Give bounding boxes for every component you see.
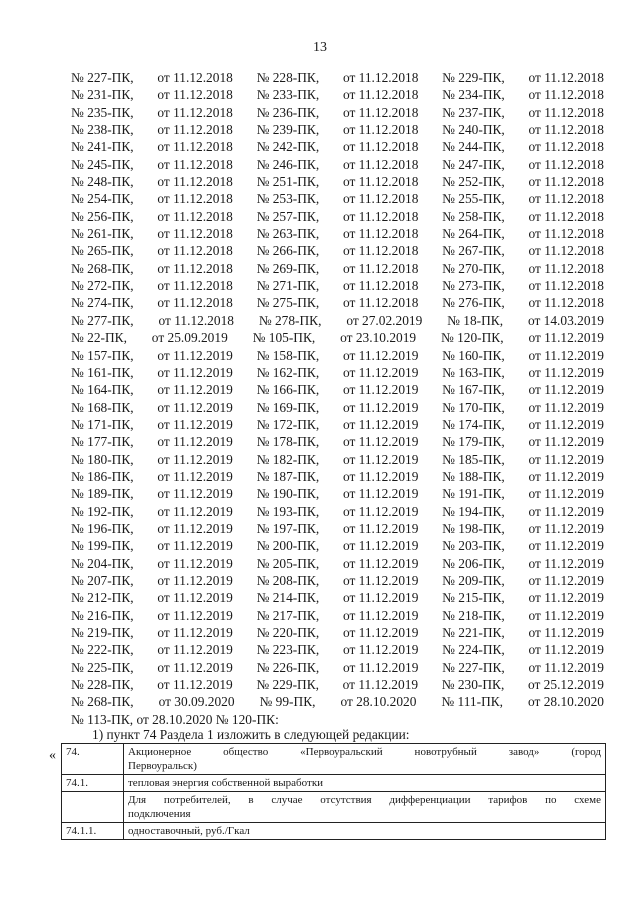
list-line — [71, 86, 604, 103]
list-line — [71, 607, 604, 624]
list-line — [71, 329, 604, 346]
resolution-date: от 11.12.2019 — [342, 555, 419, 571]
resolution-date: от 11.12.2019 — [342, 503, 419, 519]
resolution-number: № 197-ПК, — [256, 520, 320, 536]
resolution-date: от 11.12.2019 — [528, 642, 604, 658]
resolution-date: от 11.12.2019 — [157, 434, 233, 450]
resolution-number: № 234-ПК, — [442, 87, 505, 103]
list-line — [71, 416, 604, 433]
resolution-date: от 11.12.2019 — [528, 451, 604, 467]
resolution-date: от 28.10.2020 — [340, 694, 417, 710]
resolution-number: № 276-ПК, — [442, 295, 505, 311]
resolution-date: от 11.12.2019 — [528, 607, 604, 623]
resolution-date: от 30.09.2020 — [158, 694, 235, 710]
resolution-number: № 206-ПК, — [442, 555, 505, 571]
resolution-date: от 11.12.2018 — [157, 208, 233, 224]
list-line — [71, 121, 604, 138]
resolution-number: № 278-ПК, — [258, 312, 322, 328]
resolution-date: от 11.12.2018 — [342, 295, 419, 311]
resolution-number: № 231-ПК, — [71, 87, 134, 103]
table-row — [62, 744, 606, 775]
resolution-number: № 251-ПК, — [256, 174, 320, 190]
resolution-number: № 189-ПК, — [71, 486, 134, 502]
resolution-date: от 11.12.2019 — [528, 503, 604, 519]
resolution-number: № 239-ПК, — [256, 122, 320, 138]
resolution-date: от 11.12.2018 — [157, 156, 233, 172]
list-line — [71, 624, 604, 641]
resolution-number: № 192-ПК, — [71, 503, 134, 519]
resolution-number: № 277-ПК, — [71, 312, 134, 328]
resolution-number: № 205-ПК, — [256, 555, 320, 571]
list-line-last: № 113-ПК, от 28.10.2020 № 120-ПК: — [71, 711, 279, 727]
resolution-date: от 23.10.2019 — [340, 330, 417, 346]
resolution-number: № 265-ПК, — [71, 243, 134, 259]
list-line — [71, 294, 604, 311]
resolution-date: от 11.12.2019 — [157, 625, 233, 640]
resolution-date: от 11.12.2018 — [342, 87, 419, 103]
resolution-number: № 198-ПК, — [442, 520, 505, 536]
resolution-date: от 11.12.2019 — [157, 555, 233, 571]
resolution-number: № 161-ПК, — [71, 364, 134, 380]
resolution-date: от 11.12.2018 — [157, 243, 233, 259]
table-cell-rate: одноставочный, руб./Гкал — [124, 823, 606, 840]
table-cell-num: 74. — [62, 744, 124, 775]
resolution-date: от 28.10.2020 — [528, 694, 604, 710]
list-line — [71, 138, 604, 155]
resolution-number: № 227-ПК, — [71, 70, 134, 85]
resolution-number: № 199-ПК, — [71, 538, 134, 554]
resolution-number: № 241-ПК, — [71, 139, 134, 155]
resolution-number: № 215-ПК, — [442, 590, 505, 606]
resolution-number: № 168-ПК, — [71, 399, 134, 415]
resolution-date: от 11.12.2019 — [528, 416, 604, 432]
list-line — [71, 537, 604, 554]
resolution-date: от 11.12.2019 — [528, 364, 604, 380]
resolution-number: № 207-ПК, — [71, 572, 134, 588]
list-line — [71, 190, 604, 207]
consumers-line-1: Для потребителей, в случае отсутствия дифференциации тарифов по схеме — [128, 794, 601, 806]
table-cell-empty — [62, 792, 124, 823]
list-line — [71, 225, 604, 242]
resolution-date: от 11.12.2018 — [528, 70, 604, 85]
resolution-number: № 229-ПК, — [256, 677, 319, 693]
resolution-number: № 266-ПК, — [256, 243, 320, 259]
list-line — [71, 641, 604, 658]
list-line — [71, 156, 604, 173]
resolution-date: от 11.12.2018 — [342, 174, 419, 190]
resolution-number: № 223-ПК, — [256, 642, 320, 658]
resolution-date: от 25.09.2019 — [151, 330, 228, 346]
resolution-date: от 11.12.2018 — [342, 122, 419, 138]
resolution-date: от 11.12.2019 — [157, 642, 233, 658]
resolution-number: № 99-ПК, — [259, 694, 316, 710]
list-line — [71, 208, 604, 225]
list-line — [71, 399, 604, 416]
table-cell-num: 74.1. — [62, 775, 124, 792]
resolution-number: № 235-ПК, — [71, 104, 134, 120]
resolution-number: № 163-ПК, — [442, 364, 505, 380]
list-line — [71, 364, 604, 381]
resolution-date: от 11.12.2019 — [157, 347, 233, 363]
list-line — [71, 69, 604, 86]
resolution-date: от 11.12.2018 — [342, 260, 419, 276]
resolution-date: от 11.12.2018 — [342, 104, 419, 120]
resolution-number: № 247-ПК, — [442, 156, 505, 172]
resolution-date: от 11.12.2019 — [342, 364, 419, 380]
resolution-number: № 227-ПК, — [442, 659, 505, 675]
resolution-number: № 171-ПК, — [71, 416, 134, 432]
page-number: 13 — [313, 40, 327, 55]
resolution-date: от 11.12.2018 — [157, 87, 233, 103]
resolution-date: от 11.12.2019 — [528, 330, 604, 346]
resolution-date: от 11.12.2018 — [528, 278, 604, 294]
resolution-number: № 196-ПК, — [71, 520, 134, 536]
resolution-date: от 11.12.2018 — [342, 243, 419, 259]
resolution-number: № 185-ПК, — [442, 451, 505, 467]
resolution-number: № 187-ПК, — [256, 468, 320, 484]
resolution-number: № 193-ПК, — [256, 503, 320, 519]
resolution-number: № 105-ПК, — [252, 330, 316, 346]
resolution-date: от 11.12.2018 — [528, 122, 604, 138]
list-line — [71, 260, 604, 277]
resolution-date: от 11.12.2019 — [528, 434, 604, 450]
resolution-list — [71, 69, 604, 728]
resolution-number: № 274-ПК, — [71, 295, 134, 311]
resolution-number: № 18-ПК, — [447, 312, 504, 328]
resolution-number: № 169-ПК, — [256, 399, 320, 415]
resolution-date: от 11.12.2018 — [157, 70, 233, 85]
table-row — [62, 792, 606, 823]
list-line — [71, 572, 604, 589]
resolution-date: от 11.12.2018 — [528, 156, 604, 172]
resolution-date: от 11.12.2019 — [342, 451, 419, 467]
resolution-number: № 111-ПК, — [441, 694, 504, 710]
resolution-date: от 11.12.2019 — [342, 590, 419, 606]
resolution-number: № 158-ПК, — [256, 347, 320, 363]
resolution-number: № 214-ПК, — [256, 590, 320, 606]
resolution-date: от 11.12.2019 — [157, 382, 233, 398]
list-line — [71, 433, 604, 450]
resolution-number: № 209-ПК, — [442, 572, 505, 588]
resolution-date: от 11.12.2019 — [528, 468, 604, 484]
resolution-date: от 11.12.2018 — [157, 278, 233, 294]
resolution-number: № 240-ПК, — [442, 122, 505, 138]
resolution-date: от 11.12.2019 — [342, 538, 419, 554]
resolution-date: от 11.12.2019 — [342, 642, 419, 658]
resolution-number: № 179-ПК, — [442, 434, 505, 450]
resolution-number: № 272-ПК, — [71, 278, 134, 294]
resolution-number: № 270-ПК, — [442, 260, 505, 276]
resolution-date: от 11.12.2018 — [157, 122, 233, 138]
resolution-number: № 203-ПК, — [442, 538, 505, 554]
resolution-date: от 11.12.2019 — [528, 555, 604, 571]
resolution-number: № 253-ПК, — [256, 191, 320, 207]
resolution-number: № 237-ПК, — [442, 104, 505, 120]
resolution-date: от 11.12.2019 — [157, 607, 233, 623]
resolution-date: от 11.12.2019 — [528, 399, 604, 415]
resolution-number: № 226-ПК, — [256, 659, 320, 675]
resolution-number: № 188-ПК, — [442, 468, 505, 484]
list-line — [71, 659, 604, 676]
resolution-number: № 190-ПК, — [256, 486, 320, 502]
resolution-number: № 275-ПК, — [256, 295, 320, 311]
resolution-date: от 14.03.2019 — [527, 312, 604, 328]
resolution-number: № 268-ПК, — [71, 694, 134, 710]
list-line — [71, 589, 604, 606]
resolution-number: № 182-ПК, — [256, 451, 320, 467]
resolution-date: от 11.12.2019 — [157, 451, 233, 467]
resolution-number: № 271-ПК, — [256, 278, 320, 294]
table-cell-num: 74.1.1. — [62, 823, 124, 840]
resolution-date: от 11.12.2019 — [528, 520, 604, 536]
resolution-date: от 25.12.2019 — [527, 677, 604, 693]
resolution-date: от 11.12.2019 — [342, 347, 419, 363]
resolution-number: № 263-ПК, — [256, 226, 320, 242]
resolution-date: от 27.02.2019 — [346, 312, 423, 328]
resolution-number: № 219-ПК, — [71, 625, 134, 640]
resolution-number: № 162-ПК, — [256, 364, 320, 380]
resolution-date: от 11.12.2019 — [342, 677, 419, 693]
resolution-date: от 11.12.2018 — [158, 312, 234, 328]
list-line — [71, 277, 604, 294]
resolution-date: от 11.12.2019 — [342, 416, 419, 432]
resolution-date: от 11.12.2019 — [157, 468, 233, 484]
resolution-date: от 11.12.2018 — [157, 260, 233, 276]
resolution-number: № 242-ПК, — [256, 139, 320, 155]
resolution-date: от 11.12.2019 — [342, 382, 419, 398]
resolution-date: от 11.12.2019 — [157, 486, 233, 502]
resolution-date: от 11.12.2019 — [157, 677, 233, 693]
resolution-date: от 11.12.2018 — [528, 260, 604, 276]
resolution-number: № 236-ПК, — [256, 104, 320, 120]
resolution-number: № 245-ПК, — [71, 156, 134, 172]
resolution-number: № 167-ПК, — [442, 382, 505, 398]
resolution-date: от 11.12.2018 — [342, 226, 419, 242]
resolution-date: от 11.12.2018 — [528, 87, 604, 103]
table-cell-org — [124, 744, 606, 775]
resolution-date: от 11.12.2019 — [157, 659, 233, 675]
list-line — [71, 381, 604, 398]
resolution-number: № 177-ПК, — [71, 434, 134, 450]
table-row — [62, 775, 606, 792]
resolution-date: от 11.12.2018 — [342, 191, 419, 207]
resolution-date: от 11.12.2019 — [342, 486, 419, 502]
resolution-date: от 11.12.2019 — [342, 399, 419, 415]
resolution-date: от 11.12.2019 — [157, 538, 233, 554]
resolution-number: № 244-ПК, — [442, 139, 505, 155]
resolution-date: от 11.12.2019 — [528, 625, 604, 640]
resolution-date: от 11.12.2018 — [528, 139, 604, 155]
resolution-number: № 170-ПК, — [442, 399, 505, 415]
resolution-date: от 11.12.2018 — [342, 139, 419, 155]
resolution-date: от 11.12.2018 — [342, 156, 419, 172]
resolution-number: № 269-ПК, — [256, 260, 320, 276]
resolution-date: от 11.12.2019 — [157, 590, 233, 606]
resolution-date: от 11.12.2019 — [528, 590, 604, 606]
list-line — [71, 555, 604, 572]
resolution-number: № 273-ПК, — [442, 278, 505, 294]
resolution-number: № 157-ПК, — [71, 347, 134, 363]
resolution-date: от 11.12.2018 — [157, 139, 233, 155]
resolution-number: № 233-ПК, — [256, 87, 320, 103]
resolution-date: от 11.12.2019 — [528, 486, 604, 502]
resolution-number: № 212-ПК, — [71, 590, 134, 606]
resolution-date: от 11.12.2019 — [342, 572, 419, 588]
list-line — [71, 312, 604, 329]
resolution-date: от 11.12.2018 — [342, 70, 419, 85]
resolution-number: № 256-ПК, — [71, 208, 134, 224]
resolution-number: № 257-ПК, — [256, 208, 320, 224]
resolution-number: № 255-ПК, — [442, 191, 505, 207]
list-line — [71, 347, 604, 364]
resolution-date: от 11.12.2018 — [528, 104, 604, 120]
resolution-date: от 11.12.2019 — [342, 659, 419, 675]
resolution-number: № 228-ПК, — [256, 70, 320, 85]
org-name-line-2: Первоуральск) — [128, 760, 197, 772]
resolution-number: № 225-ПК, — [71, 659, 134, 675]
list-line — [71, 520, 604, 537]
table-row — [62, 823, 606, 840]
resolution-date: от 11.12.2018 — [528, 226, 604, 242]
resolution-date: от 11.12.2018 — [342, 208, 419, 224]
resolution-date: от 11.12.2019 — [342, 607, 419, 623]
resolution-date: от 11.12.2019 — [342, 520, 419, 536]
resolution-date: от 11.12.2019 — [342, 434, 419, 450]
resolution-date: от 11.12.2019 — [157, 416, 233, 432]
resolution-date: от 11.12.2018 — [528, 208, 604, 224]
tariff-table — [61, 743, 606, 840]
resolution-number: № 204-ПК, — [71, 555, 134, 571]
resolution-number: № 160-ПК, — [442, 347, 505, 363]
resolution-number: № 216-ПК, — [71, 607, 134, 623]
resolution-number: № 222-ПК, — [71, 642, 134, 658]
resolution-number: № 254-ПК, — [71, 191, 134, 207]
resolution-number: № 200-ПК, — [256, 538, 320, 554]
resolution-number: № 120-ПК, — [440, 330, 504, 346]
resolution-date: от 11.12.2019 — [157, 520, 233, 536]
table-cell-energy: тепловая энергия собственной выработки — [124, 775, 606, 792]
resolution-number: № 218-ПК, — [442, 607, 505, 623]
resolution-number: № 252-ПК, — [442, 174, 505, 190]
resolution-number: № 264-ПК, — [442, 226, 505, 242]
resolution-date: от 11.12.2018 — [157, 191, 233, 207]
consumers-line-2: подключения — [128, 808, 191, 820]
opening-quote: « — [49, 748, 56, 763]
list-line — [71, 468, 604, 485]
resolution-number: № 268-ПК, — [71, 260, 134, 276]
resolution-date: от 11.12.2019 — [342, 468, 419, 484]
resolution-date: от 11.12.2018 — [528, 295, 604, 311]
list-line — [71, 242, 604, 259]
resolution-date: от 11.12.2018 — [157, 295, 233, 311]
list-line — [71, 693, 604, 710]
resolution-date: от 11.12.2019 — [528, 572, 604, 588]
resolution-number: № 180-ПК, — [71, 451, 134, 467]
amendment-paragraph: 1) пункт 74 Раздела 1 изложить в следующей редакции: — [92, 727, 410, 742]
resolution-date: от 11.12.2019 — [342, 625, 419, 640]
list-line — [71, 676, 604, 693]
list-line — [71, 173, 604, 190]
resolution-number: № 261-ПК, — [71, 226, 134, 242]
resolution-date: от 11.12.2018 — [157, 104, 233, 120]
resolution-date: от 11.12.2018 — [157, 226, 233, 242]
resolution-number: № 164-ПК, — [71, 382, 134, 398]
resolution-number: № 267-ПК, — [442, 243, 505, 259]
resolution-number: № 178-ПК, — [256, 434, 320, 450]
resolution-number: № 220-ПК, — [256, 625, 320, 640]
resolution-number: № 258-ПК, — [442, 208, 505, 224]
resolution-number: № 238-ПК, — [71, 122, 134, 138]
resolution-date: от 11.12.2019 — [157, 503, 233, 519]
resolution-number: № 208-ПК, — [256, 572, 320, 588]
table-cell-consumers — [124, 792, 606, 823]
resolution-number: № 230-ПК, — [441, 677, 505, 693]
resolution-number: № 246-ПК, — [256, 156, 320, 172]
resolution-number: № 166-ПК, — [256, 382, 320, 398]
list-line — [71, 485, 604, 502]
resolution-number: № 224-ПК, — [442, 642, 505, 658]
resolution-date: от 11.12.2018 — [157, 174, 233, 190]
resolution-number: № 221-ПК, — [442, 625, 505, 640]
resolution-number: № 217-ПК, — [256, 607, 320, 623]
resolution-number: № 191-ПК, — [442, 486, 505, 502]
list-line — [71, 503, 604, 520]
list-line — [71, 451, 604, 468]
resolution-date: от 11.12.2019 — [157, 572, 233, 588]
resolution-date: от 11.12.2019 — [528, 382, 604, 398]
resolution-date: от 11.12.2019 — [157, 399, 233, 415]
resolution-date: от 11.12.2018 — [528, 174, 604, 190]
resolution-number: № 248-ПК, — [71, 174, 134, 190]
resolution-number: № 186-ПК, — [71, 468, 134, 484]
org-name-line-1: Акционерное общество «Первоуральский новотрубный завод» (город — [128, 746, 601, 758]
resolution-number: № 194-ПК, — [442, 503, 505, 519]
resolution-date: от 11.12.2019 — [157, 364, 233, 380]
list-line — [71, 104, 604, 121]
resolution-date: от 11.12.2018 — [342, 278, 419, 294]
resolution-date: от 11.12.2018 — [528, 191, 604, 207]
resolution-number: № 229-ПК, — [442, 70, 505, 85]
resolution-number: № 172-ПК, — [256, 416, 320, 432]
resolution-date: от 11.12.2019 — [528, 347, 604, 363]
resolution-date: от 11.12.2019 — [528, 538, 604, 554]
resolution-number: № 22-ПК, — [71, 330, 127, 346]
resolution-date: от 11.12.2019 — [528, 659, 604, 675]
resolution-number: № 174-ПК, — [442, 416, 505, 432]
resolution-date: от 11.12.2018 — [528, 243, 604, 259]
resolution-number: № 228-ПК, — [71, 677, 134, 693]
